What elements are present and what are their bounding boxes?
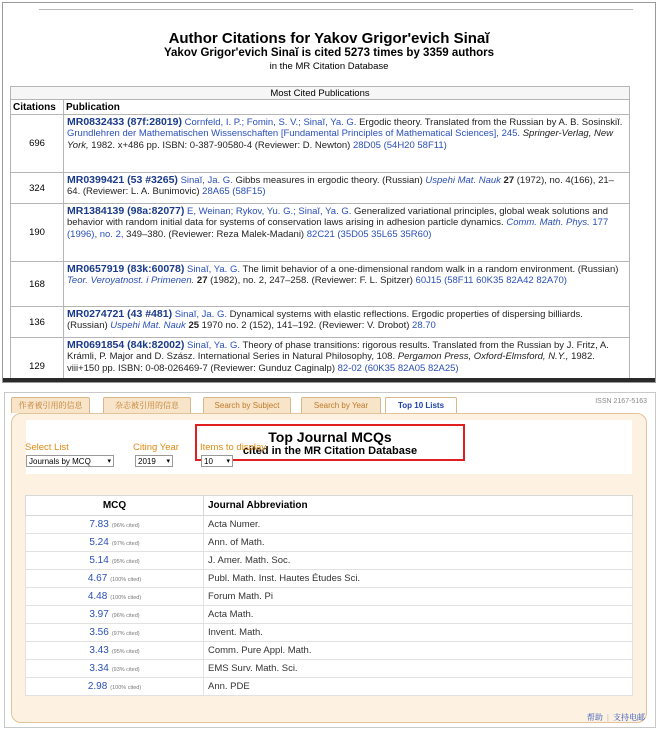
publication-cell (64, 115, 630, 173)
pub-details: 1982. x+486 pp. ISBN: 0-387-90580-4 (Reviewer: D. Newton) (91, 139, 351, 151)
citation-count: 168 (11, 262, 64, 307)
tab-journal-citations[interactable]: 杂志被引用的信息 (103, 397, 191, 413)
pub-details: (1982), no. 2, 247–258. (Reviewer: F. L. Spitzer) (210, 275, 413, 287)
page-title: Author Citations for Yakov Grigor'evich Sinaĭ (168, 30, 490, 47)
journal-abbreviation: Invent. Math. (204, 624, 633, 642)
volume: 27 (196, 275, 208, 287)
pub-text: Ergodic theory. Translated from the Russian by A. B. Sosinskiĭ. (359, 117, 623, 128)
pub-details: 349–380. (Reviewer: Reza Malek-Madani) (126, 228, 305, 240)
tab-author-citations[interactable]: 作者被引用的信息 (11, 397, 90, 413)
volume: 25 (188, 320, 200, 332)
mr-number-link[interactable]: MR0691854 (84k:82002) (67, 339, 185, 351)
pub-text: Theory of phase transitions: rigorous results. Translated from the Russian by J. Fritz, A. Krámli, P. Major and D. Szász. International Series in Natural Philosophy, 108. (67, 340, 609, 363)
cited-percent: (97% cited) (111, 631, 140, 637)
authors-link[interactable]: Sinaĭ, Ja. G. (174, 309, 227, 320)
select-list-value: Journals by MCQ (29, 457, 91, 466)
col-header-mcq: MCQ (26, 496, 204, 516)
database-note: in the MR Citation Database (269, 61, 389, 72)
most-cited-table (10, 86, 630, 383)
footer-links (587, 712, 645, 723)
publication-cell (64, 307, 630, 338)
issn-label: ISSN 2167-5163 (595, 398, 647, 405)
mcq-value-link[interactable]: 5.24 (89, 537, 109, 548)
mcq-cell (26, 534, 204, 552)
pub-details: 1970 no. 2 (152), 141–192. (Reviewer: V. Drobot) (201, 320, 410, 332)
cited-percent: (100% cited) (110, 577, 142, 583)
mcq-value-link[interactable]: 3.97 (89, 609, 109, 620)
help-link[interactable]: 帮助 (586, 713, 603, 722)
author-citations-panel (2, 2, 656, 383)
table-row (11, 262, 630, 307)
table-row (26, 588, 633, 606)
tab-search-by-year[interactable]: Search by Year (301, 397, 381, 413)
mcq-value-link[interactable]: 3.43 (89, 645, 109, 656)
mcq-value-link[interactable]: 2.98 (87, 681, 108, 692)
col-header-journal: Journal Abbreviation (204, 496, 633, 516)
citation-count: 129 (11, 338, 64, 384)
journal-link[interactable]: Uspehi Mat. Nauk (110, 320, 186, 332)
chevron-down-icon: ▾ (166, 458, 170, 465)
table-row (11, 115, 630, 173)
chevron-down-icon: ▾ (226, 458, 230, 465)
citing-year-value: 2019 (138, 457, 156, 466)
cited-percent: (95% cited) (111, 649, 140, 655)
table-row (26, 678, 633, 696)
journal-abbreviation: Ann. PDE (204, 678, 633, 696)
pub-text: Dynamical systems with elastic reflections. Ergodic properties of dispersing billiards. (Russian) (67, 309, 583, 332)
msc-classes-link[interactable]: 28A65 (58F15) (202, 186, 266, 198)
authors-link[interactable]: Sinaĭ, Ya. G. (186, 264, 240, 275)
cited-percent: (97% cited) (111, 541, 140, 547)
table-row (26, 516, 633, 534)
mcq-cell (26, 552, 204, 570)
citation-count: 190 (11, 204, 64, 262)
mr-number-link[interactable]: MR0657919 (83k:60078) (67, 263, 185, 275)
citing-year-label: Citing Year (133, 442, 179, 453)
journal-abbreviation: J. Amer. Math. Soc. (204, 552, 633, 570)
publisher: Pergamon Press, Oxford-Elmsford, N.Y., (397, 351, 569, 363)
top-journal-mcq-panel (4, 392, 656, 728)
msc-classes-link[interactable]: 60J15 (58F11 60K35 82A42 82A70) (415, 275, 567, 287)
table-row (26, 534, 633, 552)
citation-count: 136 (11, 307, 64, 338)
citation-summary: Yakov Grigor'evich Sinaĭ is cited 5273 times by 3359 authors (164, 47, 494, 59)
mcq-value-link[interactable]: 5.14 (89, 555, 109, 566)
journal-abbreviation: Comm. Pure Appl. Math. (204, 642, 633, 660)
mcq-value-link[interactable]: 3.34 (89, 663, 109, 674)
mcq-value-link[interactable]: 4.48 (87, 591, 108, 602)
items-value: 10 (204, 457, 213, 466)
citing-year-dropdown[interactable] (135, 455, 173, 467)
citation-count: 324 (11, 173, 64, 204)
authors-link[interactable]: Sinaĭ, Ja. G. (180, 175, 233, 186)
table-row (11, 173, 630, 204)
table-row (26, 606, 633, 624)
table-row (26, 642, 633, 660)
top-divider (39, 9, 633, 10)
cited-percent: (100% cited) (110, 685, 142, 691)
journal-abbreviation: Forum Math. Pi (204, 588, 633, 606)
publication-cell (64, 338, 630, 384)
horizontal-scrollbar[interactable] (3, 378, 655, 382)
msc-classes-link[interactable]: 82-02 (60K35 82A05 82A25) (337, 362, 459, 374)
publication-cell (64, 204, 630, 262)
mcq-cell (26, 570, 204, 588)
table-row (11, 338, 630, 384)
items-to-display-label: Items to display (200, 442, 266, 453)
mcq-cell (26, 642, 204, 660)
pub-text: The limit behavior of a one-dimensional random walk in a random environment. (Russian) (242, 264, 619, 275)
select-list-label: Select List (25, 442, 69, 453)
table-row (26, 552, 633, 570)
footer-separator: | (606, 713, 609, 722)
support-email-link[interactable]: 支持电邮 (613, 713, 645, 722)
msc-classes-link[interactable]: 28D05 (54H20 58F11) (352, 139, 447, 151)
table-row (26, 570, 633, 588)
mcq-cell (26, 660, 204, 678)
authors-link[interactable]: Sinaĭ, Ya. G. (186, 340, 240, 351)
cited-percent: (95% cited) (111, 559, 140, 565)
mcq-cell (26, 588, 204, 606)
publisher: Springer-Verlag, New York, (67, 128, 613, 151)
journal-issue-link[interactable]: 177 (1996), no. 2, (67, 217, 609, 240)
table-row (26, 660, 633, 678)
col-header-citations: Citations (11, 100, 64, 115)
chevron-down-icon: ▾ (107, 458, 111, 465)
mr-number-link[interactable]: MR1384139 (98a:82077) (67, 205, 185, 217)
journal-abbreviation: Acta Math. (204, 606, 633, 624)
table-row (26, 624, 633, 642)
mr-number-link[interactable]: MR0832433 (87f:28019) (67, 116, 182, 128)
mcq-cell (26, 624, 204, 642)
table-row (11, 204, 630, 262)
table-row (11, 307, 630, 338)
mcq-value-link[interactable]: 3.56 (89, 627, 109, 638)
pub-details: 1982. viii+150 pp. ISBN: 0-08-026469-7 (Reviewer: Gunduz Caginalp) (67, 351, 595, 374)
mcq-cell (26, 516, 204, 534)
mcq-title: Top Journal MCQs (268, 429, 392, 445)
cited-percent: (100% cited) (110, 595, 142, 601)
col-header-publication: Publication (64, 100, 630, 115)
items-dropdown[interactable] (201, 455, 233, 467)
table-caption: Most Cited Publications (11, 87, 630, 100)
journal-abbreviation: Ann. of Math. (204, 534, 633, 552)
cited-percent: (96% cited) (111, 613, 140, 619)
msc-classes-link[interactable]: 82C21 (35D05 35L65 35R60) (306, 228, 432, 240)
tab-top-10-lists[interactable]: Top 10 Lists (385, 397, 457, 415)
select-list-dropdown[interactable] (26, 455, 114, 467)
volume: 27 (503, 175, 515, 186)
publication-cell (64, 173, 630, 204)
journal-abbreviation: Publ. Math. Inst. Hautes Études Sci. (204, 570, 633, 588)
journal-link[interactable]: Teor. Veroyatnost. i Primenen. (67, 275, 195, 287)
authors-link[interactable]: Cornfeld, I. P.; Fomin, S. V.; Sinaĭ, Ya. G. (184, 117, 357, 128)
mcq-cell (26, 606, 204, 624)
journal-link[interactable]: Uspehi Mat. Nauk (425, 175, 501, 186)
journal-abbreviation: Acta Numer. (204, 516, 633, 534)
mcq-value-link[interactable]: 4.67 (87, 573, 108, 584)
mcq-cell (26, 678, 204, 696)
tab-search-by-subject[interactable]: Search by Subject (203, 397, 291, 413)
cited-percent: (93% cited) (111, 667, 140, 673)
pub-details: (1972), no. 4(166), 21–64. (Reviewer: L. A. Bunimovic) (67, 175, 614, 198)
series-link[interactable]: Grundlehren der Mathematischen Wissenschaften [Fundamental Principles of Mathematical Sciences], 245. (67, 128, 521, 140)
pub-text: Generalized variational principles, global weak solutions and behavior with random initial data for systems of conservation laws arising in adhesion particle dynamics. (67, 206, 609, 229)
authors-link[interactable]: E, Weinan; Rykov, Yu. G.; Sinaĭ, Ya. G. (186, 206, 352, 217)
msc-classes-link[interactable]: 28.70 (412, 320, 436, 332)
mr-number-link[interactable]: MR0399421 (53 #3265) (67, 174, 178, 186)
mcq-subtitle: cited in the MR Citation Database (242, 445, 418, 457)
journal-link[interactable]: Comm. Math. Phys. (506, 217, 590, 229)
mcq-value-link[interactable]: 7.83 (89, 519, 109, 530)
journal-abbreviation: EMS Surv. Math. Sci. (204, 660, 633, 678)
mr-number-link[interactable]: MR0274721 (43 #481) (67, 308, 173, 320)
pub-text: Gibbs measures in ergodic theory. (Russian) (235, 175, 423, 186)
citation-count: 696 (11, 115, 64, 173)
publication-cell (64, 262, 630, 307)
mcq-table (25, 495, 633, 696)
cited-percent: (96% cited) (111, 523, 140, 529)
